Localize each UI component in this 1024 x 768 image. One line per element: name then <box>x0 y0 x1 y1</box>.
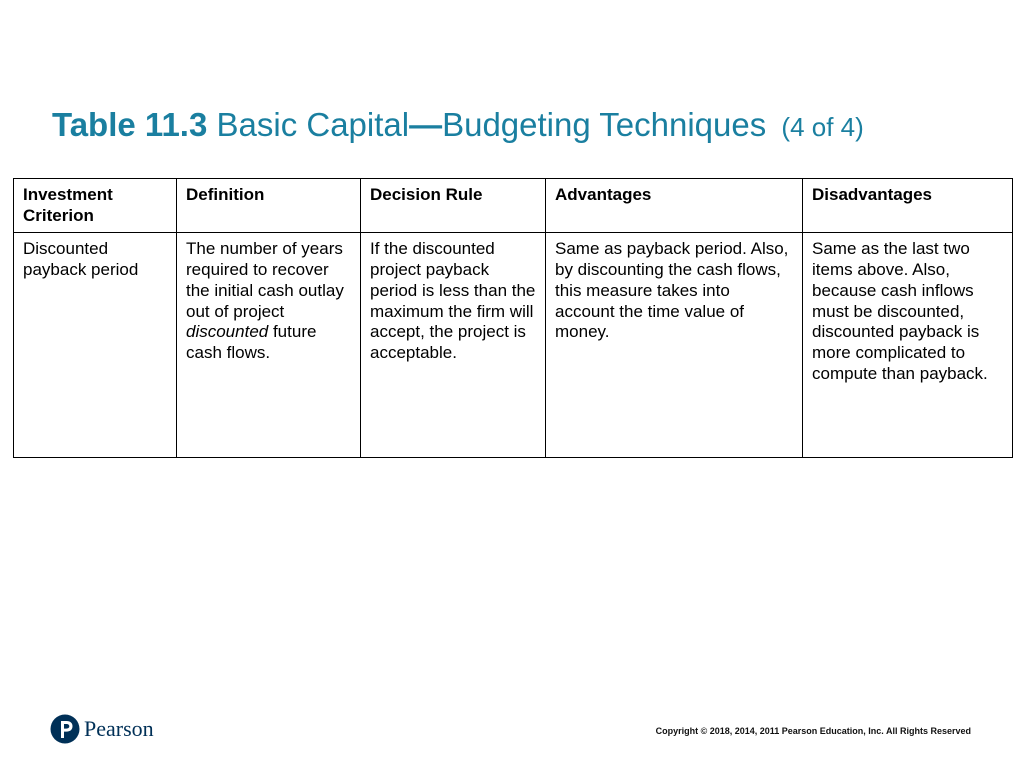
pearson-logo <box>50 713 154 745</box>
definition-text-end: future cash flows. <box>186 322 317 362</box>
title-text-part2: Budgeting Techniques <box>442 106 767 143</box>
header-disadvantages: Disadvantages <box>803 179 1013 233</box>
definition-text-start: The number of years required to recover the initial cash outlay out of project <box>186 239 344 321</box>
cell-criterion: Discounted payback period <box>14 233 177 458</box>
table-header-row <box>14 179 1013 233</box>
header-definition: Definition <box>177 179 361 233</box>
header-investment-criterion: Investment Criterion <box>14 179 177 233</box>
pearson-p-logo-icon <box>50 713 80 745</box>
cell-advantages: Same as payback period. Also, by discounting the cash flows, this measure takes into account the time value of money. <box>546 233 803 458</box>
title-text-part1: Basic Capital <box>207 106 410 143</box>
title-dash: — <box>409 106 443 143</box>
cell-decision-rule: If the discounted project payback period is less than the maximum the firm will accept, the project is acceptable. <box>361 233 546 458</box>
copyright-notice: Copyright © 2018, 2014, 2011 Pearson Education, Inc. All Rights Reserved <box>655 726 971 736</box>
definition-emphasis: discounted <box>186 322 269 342</box>
header-decision-rule: Decision Rule <box>361 179 546 233</box>
title-table-number: Table 11.3 <box>52 106 208 143</box>
page-title <box>52 106 864 144</box>
title-part-indicator: (4 of 4) <box>781 112 864 142</box>
header-advantages: Advantages <box>546 179 803 233</box>
table-row <box>14 233 1013 458</box>
cell-disadvantages: Same as the last two items above. Also, because cash inflows must be discounted, discounted payback is more complicated to compute than payback. <box>803 233 1013 458</box>
brand-name: Pearson <box>84 716 154 741</box>
cell-definition <box>177 233 361 458</box>
capital-budgeting-table <box>13 178 1013 458</box>
